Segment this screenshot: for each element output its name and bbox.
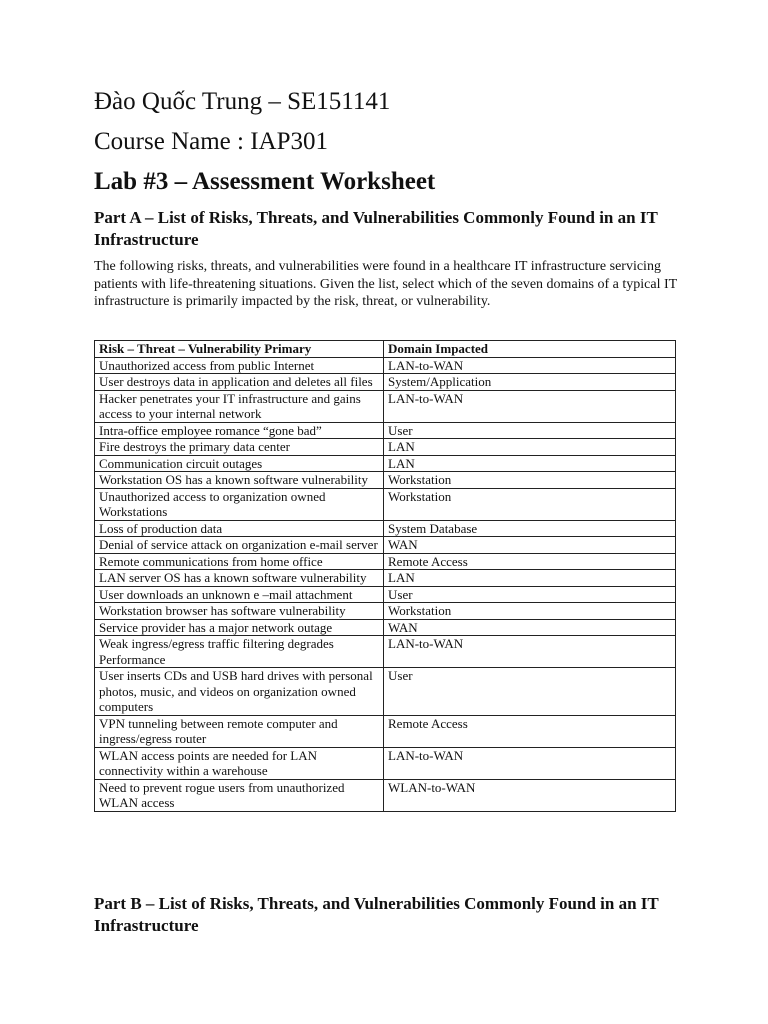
risk-cell: Fire destroys the primary data center [95, 439, 384, 456]
risk-cell: User downloads an unknown e –mail attachment [95, 586, 384, 603]
table-row [95, 422, 676, 439]
table-row [95, 537, 676, 554]
risk-cell: Workstation OS has a known software vulnerability [95, 472, 384, 489]
risk-cell: Workstation browser has software vulnerability [95, 603, 384, 620]
domain-cell: System Database [384, 520, 676, 537]
risk-cell: Unauthorized access from public Internet [95, 357, 384, 374]
risk-cell: WLAN access points are needed for LAN connectivity within a warehouse [95, 747, 384, 779]
domain-column-header: Domain Impacted [384, 341, 676, 358]
risk-cell: Denial of service attack on organization e-mail server [95, 537, 384, 554]
risk-column-header: Risk – Threat – Vulnerability Primary [95, 341, 384, 358]
domain-cell: LAN [384, 455, 676, 472]
table-row [95, 357, 676, 374]
domain-cell: WAN [384, 537, 676, 554]
table-row [95, 715, 676, 747]
domain-cell: Workstation [384, 488, 676, 520]
table-row [95, 779, 676, 811]
domain-cell: Workstation [384, 472, 676, 489]
risk-cell: Unauthorized access to organization owned Workstations [95, 488, 384, 520]
risk-cell: Communication circuit outages [95, 455, 384, 472]
risk-cell: User inserts CDs and USB hard drives with personal photos, music, and videos on organization owned computers [95, 668, 384, 716]
domain-cell: System/Application [384, 374, 676, 391]
table-row [95, 520, 676, 537]
risk-cell: LAN server OS has a known software vulnerability [95, 570, 384, 587]
domain-cell: User [384, 586, 676, 603]
part-b-heading: Part B – List of Risks, Threats, and Vulnerabilities Commonly Found in an IT Infrastructure [94, 894, 659, 935]
course-name-line: Course Name : IAP301 [94, 128, 328, 155]
risk-cell: Weak ingress/egress traffic filtering degrades Performance [95, 636, 384, 668]
domain-cell: WAN [384, 619, 676, 636]
domain-cell: Remote Access [384, 553, 676, 570]
risk-cell: Intra-office employee romance “gone bad” [95, 422, 384, 439]
table-row [95, 472, 676, 489]
table-row [95, 586, 676, 603]
risk-domain-table [94, 340, 676, 812]
risk-cell: Loss of production data [95, 520, 384, 537]
domain-cell: LAN-to-WAN [384, 357, 676, 374]
domain-cell: LAN-to-WAN [384, 747, 676, 779]
domain-cell: Remote Access [384, 715, 676, 747]
risk-cell: Need to prevent rogue users from unauthorized WLAN access [95, 779, 384, 811]
risk-cell: Hacker penetrates your IT infrastructure and gains access to your internal network [95, 390, 384, 422]
table-row [95, 747, 676, 779]
student-name-line: Đào Quốc Trung – SE151141 [94, 88, 391, 115]
table-row [95, 488, 676, 520]
domain-cell: Workstation [384, 603, 676, 620]
risk-cell: Service provider has a major network outage [95, 619, 384, 636]
domain-cell: LAN [384, 570, 676, 587]
part-a-intro: The following risks, threats, and vulnerabilities were found in a healthcare IT infrastructure servicing patients with life-threatening situations. Given the list, select which of the seven domains of a typical IT infrastructure is primarily impacted by the risk, threat, or vulnerability. [94, 259, 677, 309]
domain-cell: LAN-to-WAN [384, 636, 676, 668]
table-row [95, 668, 676, 716]
domain-cell: WLAN-to-WAN [384, 779, 676, 811]
domain-cell: LAN-to-WAN [384, 390, 676, 422]
table-row [95, 570, 676, 587]
domain-cell: User [384, 668, 676, 716]
risk-cell: User destroys data in application and deletes all files [95, 374, 384, 391]
table-row [95, 390, 676, 422]
table-row [95, 603, 676, 620]
table-row [95, 619, 676, 636]
domain-cell: LAN [384, 439, 676, 456]
domain-cell: User [384, 422, 676, 439]
table-row [95, 455, 676, 472]
table-row [95, 439, 676, 456]
lab-title: Lab #3 – Assessment Worksheet [94, 168, 436, 195]
table-row [95, 553, 676, 570]
table-header-row [95, 341, 676, 358]
table-row [95, 374, 676, 391]
risk-cell: VPN tunneling between remote computer and ingress/egress router [95, 715, 384, 747]
part-a-heading: Part A – List of Risks, Threats, and Vulnerabilities Commonly Found in an IT Infrastructure [94, 208, 658, 249]
risk-cell: Remote communications from home office [95, 553, 384, 570]
table-row [95, 636, 676, 668]
